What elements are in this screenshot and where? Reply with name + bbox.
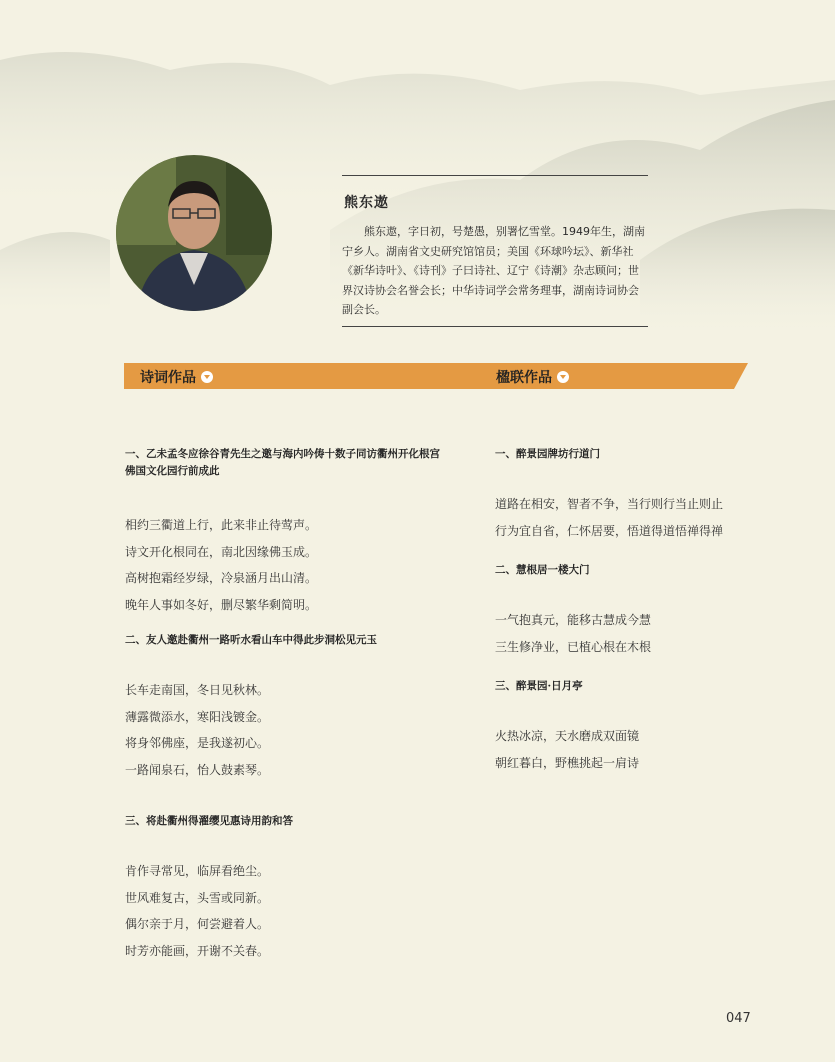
dropdown-circle-icon bbox=[557, 371, 569, 383]
poem-line: 长车走南国，冬日见秋林。 bbox=[125, 683, 270, 697]
poem-line: 诗文开化根同在，南北因缘佛玉成。 bbox=[125, 544, 318, 559]
couplet-line: 道路在相安，智者不争，当行则行当止则止 bbox=[495, 497, 724, 511]
author-portrait bbox=[116, 155, 272, 311]
author-bio bbox=[342, 175, 648, 327]
dropdown-circle-icon bbox=[201, 371, 213, 383]
section-banner bbox=[124, 363, 748, 389]
bottom-rule bbox=[342, 326, 648, 327]
poem-line: 肯作寻常见，临屏看绝尘。 bbox=[125, 864, 270, 878]
poem-line: 薄露微添水，寒阳浅镀金。 bbox=[125, 709, 270, 724]
couplets-column bbox=[495, 446, 765, 776]
poems-column bbox=[125, 446, 445, 964]
poem-line: 相约三衢道上行，此来非止待莺声。 bbox=[125, 518, 318, 532]
poem-line: 时芳亦能画，开谢不关春。 bbox=[125, 943, 270, 958]
top-rule bbox=[342, 175, 648, 176]
poetry-section-title: 诗词作品 bbox=[140, 367, 213, 387]
poem-line: 偶尔亲于月，何尝避着人。 bbox=[125, 917, 270, 931]
couplet-title: 一、醉景园牌坊行道门 bbox=[495, 448, 600, 460]
poem-line: 一路闻泉石，怡人鼓素琴。 bbox=[125, 762, 270, 777]
page-number: 047 bbox=[726, 1011, 751, 1026]
couplet-line: 火热冰凉，天水磨成双面镜 bbox=[495, 729, 640, 743]
poem-title: 一、乙未孟冬应徐谷青先生之邀与海内吟俦十数子同访衢州开化根宫佛国文化园行前成此 bbox=[125, 448, 440, 477]
couplet-line: 一气抱真元，能移古慧成今慧 bbox=[495, 613, 652, 627]
couplet-line: 行为宜自省，仁怀居要，悟道得道悟禅得禅 bbox=[495, 523, 724, 538]
poem-title: 二、友人邀赴衢州一路听水看山车中得此步洞松见元玉 bbox=[125, 634, 377, 646]
poem-line: 将身邻佛座，是我遂初心。 bbox=[125, 736, 270, 750]
author-name: 熊东遨 bbox=[344, 195, 389, 211]
poem-line: 世风难复古，头雪或同新。 bbox=[125, 890, 270, 905]
poem-line: 高树抱霜经岁绿，冷泉涵月出山清。 bbox=[125, 571, 318, 585]
couplet-line: 朝红暮白，野樵挑起一肩诗 bbox=[495, 755, 640, 770]
poem-line: 晚年人事如冬好，删尽繁华剩简明。 bbox=[125, 597, 318, 612]
couplet-section-title: 楹联作品 bbox=[496, 367, 569, 387]
couplet-line: 三生修净业，已植心根在木根 bbox=[495, 639, 652, 654]
couplet-title: 二、慧根居一楼大门 bbox=[495, 564, 590, 576]
poem-title: 三、将赴衢州得濯缨见惠诗用韵和答 bbox=[125, 815, 293, 827]
couplet-title: 三、醉景园·日月亭 bbox=[495, 680, 583, 692]
bio-text: 熊东遨，字日初，号楚愚，别署忆雪堂。1949年生，湖南宁乡人。湖南省文史研究馆馆员；美国《环球吟坛》、新华社《新华诗叶》、《诗刊》子曰诗社、辽宁《诗潮》杂志顾问；世界汉诗协会名誉会长；中华诗词学会常务理事，湖南诗词协会副会长。 bbox=[342, 225, 645, 316]
